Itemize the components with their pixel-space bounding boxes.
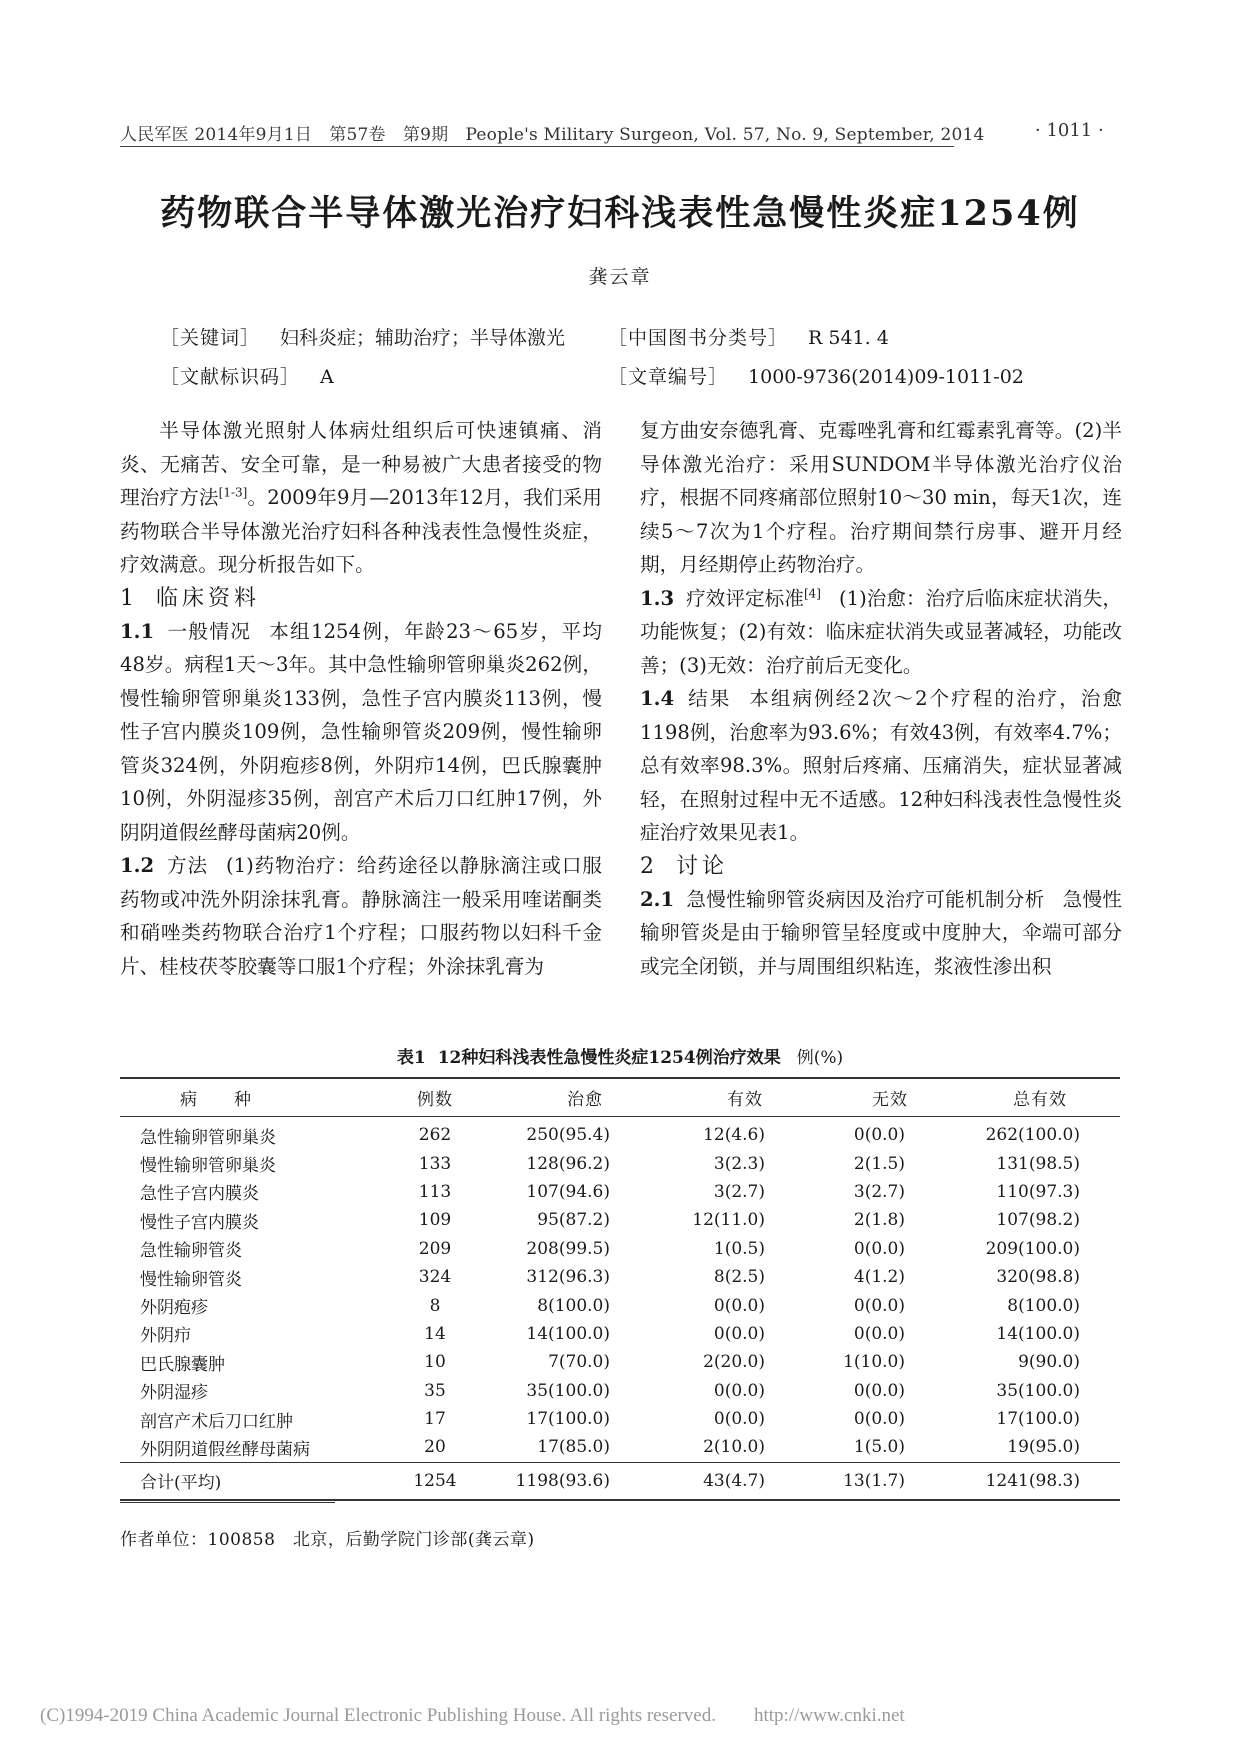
- table-cell: 7(70.0): [548, 1352, 610, 1373]
- table-cell: 109: [418, 1210, 452, 1231]
- page-number: · 1011 ·: [1035, 120, 1104, 141]
- left-column: [120, 414, 602, 983]
- table-cell: 1(5.0): [853, 1437, 905, 1458]
- section-2-1: 2.1 急慢性输卵管炎病因及治疗可能机制分析 急慢性输卵管炎是由于输卵管呈轻度或中度肿大，伞端可部分或完全闭锁，并与周围组织粘连，浆液性渗出积: [640, 887, 1123, 978]
- table-cell: 1(10.0): [843, 1352, 905, 1373]
- article-value: 1000-9736(2014)09-1011-02: [748, 366, 1024, 388]
- table-cell: 113: [418, 1181, 452, 1202]
- table-cell: 17(100.0): [526, 1409, 610, 1430]
- table-cell: 107(98.2): [996, 1210, 1080, 1231]
- table-cell: 1198(93.6): [500, 1462, 670, 1500]
- table-cell: 0(0.0): [853, 1238, 905, 1259]
- keywords: [160, 323, 565, 350]
- table-caption: 表1 12种妇科浅表性急慢性炎症1254例治疗效果 例(%): [396, 1048, 844, 1068]
- header-rule: [120, 146, 954, 147]
- table-cell: 慢性输卵管卵巢炎: [140, 1156, 276, 1177]
- table-cell: 0(0.0): [853, 1323, 905, 1344]
- table-cell: 262(100.0): [985, 1125, 1080, 1146]
- table-cell: 合计(平均): [120, 1462, 370, 1500]
- col-header-total-effective: 总有效: [960, 1078, 1120, 1117]
- table-cell: 35(100.0): [526, 1380, 610, 1401]
- author-affiliation: 作者单位：100858 北京，后勤学院门诊部(龚云章): [120, 1530, 535, 1550]
- intro-paragraph: 半导体激光照射人体病灶组织后可快速镇痛、消炎、无痛苦、安全可靠，是一种易被广大患者接受的物理治疗方法[1-3]。2009年9月—2013年12月，我们采用药物联合半导体激光治疗妇科各种浅表性急慢性炎症，疗效满意。现分析报告如下。: [120, 419, 602, 576]
- table-row: [120, 1149, 1120, 1177]
- results-table: [120, 1077, 1120, 1501]
- article-label: ［文章编号］: [608, 366, 729, 388]
- table-row: [120, 1206, 1120, 1234]
- table-cell: 0(0.0): [853, 1380, 905, 1401]
- table-cell: 133: [418, 1153, 452, 1174]
- table-cell: 1254: [370, 1462, 500, 1500]
- table-cell: 慢性输卵管炎: [140, 1269, 242, 1290]
- table-cell: 外阴疱疹: [140, 1298, 208, 1319]
- section-heading-1: 1 临床资料: [120, 585, 261, 611]
- table-cell: 14(100.0): [526, 1323, 610, 1344]
- table-cell: 17(100.0): [996, 1409, 1080, 1430]
- table-cell: 95(87.2): [537, 1210, 610, 1231]
- table-cell: 2(10.0): [703, 1437, 765, 1458]
- table-cell: 0(0.0): [713, 1409, 765, 1430]
- table-cell: 17(85.0): [537, 1437, 610, 1458]
- table-cell: 20: [424, 1437, 446, 1458]
- table-cell: 剖宫产术后刀口红肿: [140, 1411, 293, 1432]
- table-cell: 9(90.0): [1018, 1352, 1080, 1373]
- table-cell: 外阴湿疹: [140, 1383, 208, 1404]
- table-cell: 320(98.8): [996, 1267, 1080, 1288]
- table-cell: 35(100.0): [996, 1380, 1080, 1401]
- section-heading-2: 2 讨论: [640, 853, 729, 879]
- clc-value: R 541. 4: [808, 327, 889, 349]
- table-cell: 208(99.5): [526, 1238, 610, 1259]
- table-cell: 12(4.6): [703, 1125, 765, 1146]
- table-cell: 14: [424, 1323, 446, 1344]
- table-cell: 262: [418, 1125, 452, 1146]
- table-cell: 0(0.0): [853, 1409, 905, 1430]
- table-row: [120, 1178, 1120, 1206]
- table-cell: 43(4.7): [670, 1462, 820, 1500]
- section-1-1: 1.1 一般情况 本组1254例，年龄23～65岁，平均48岁。病程1天～3年。其中急性输卵管卵巢炎262例，慢性输卵管卵巢炎133例，急性子宫内膜炎113例，慢性子宫内膜炎109例，急性输卵管炎209例，慢性输卵管炎324例，外阴疱疹8例，外阴疖14例，巴氏腺囊肿10例，外阴湿疹35例，剖宫产术后刀口红肿17例，外阴阴道假丝酵母菌病20例。: [120, 619, 603, 844]
- section-1-4: 1.4 结果 本组病例经2次～2个疗程的治疗，治愈1198例，治愈率为93.6%；有效43例，有效率4.7%；总有效率98.3%。照射后疼痛、压痛消失，症状显著减轻，在照射过程中无不适感。12种妇科浅表性急慢性炎症治疗效果见表1。: [640, 687, 1122, 844]
- col-header-disease: 病 种: [120, 1078, 370, 1117]
- col-header-cured: 治愈: [500, 1078, 670, 1117]
- table-cell: 2(1.8): [853, 1210, 905, 1231]
- clc-label: ［中国图书分类号］: [608, 327, 789, 349]
- table-cell: 3(2.7): [853, 1181, 905, 1202]
- table-cell: 17: [424, 1409, 446, 1430]
- table-cell: 209(100.0): [985, 1238, 1080, 1259]
- table-row: [120, 1348, 1120, 1376]
- keywords-label: ［关键词］: [160, 327, 261, 349]
- article-number: [608, 362, 1024, 389]
- citation-ref: [1-3]: [218, 485, 248, 500]
- journal-info: 人民军医 2014年9月1日 第57卷 第9期 People's Military Surgeon, Vol. 57, No. 9, September, 2014: [120, 125, 985, 145]
- table-row: [120, 1433, 1120, 1462]
- table-cell: 0(0.0): [853, 1125, 905, 1146]
- section-1-2-cont: 复方曲安奈德乳膏、克霉唑乳膏和红霉素乳膏等。(2)半导体激光治疗：采用SUNDOM半导体激光治疗仪治疗，根据不同疼痛部位照射10～30 min，每天1次，连续5～7次为1个疗程。治疗期间禁行房事、避开月经期，月经期停止药物治疗。: [640, 419, 1122, 576]
- table-cell: 外阴疖: [140, 1326, 191, 1347]
- table-cell: 312(96.3): [526, 1267, 610, 1288]
- table-cell: 巴氏腺囊肿: [140, 1354, 225, 1375]
- table-cell: 110(97.3): [996, 1181, 1080, 1202]
- keywords-value: 妇科炎症；辅助治疗；半导体激光: [280, 327, 566, 349]
- table-total-row: [120, 1462, 1120, 1500]
- article-title: 药物联合半导体激光治疗妇科浅表性急慢性炎症1254例: [160, 193, 1080, 234]
- table-cell: 35: [424, 1380, 446, 1401]
- document-code: [160, 362, 334, 389]
- table-cell: 3(2.7): [713, 1181, 765, 1202]
- table-cell: 1(0.5): [713, 1238, 765, 1259]
- table-row: [120, 1291, 1120, 1319]
- footnote-rule: [120, 1502, 335, 1503]
- table-cell: 急性子宫内膜炎: [140, 1184, 259, 1205]
- table-cell: 12(11.0): [692, 1210, 765, 1231]
- table-header-row: [120, 1078, 1120, 1117]
- table-cell: 10: [424, 1352, 446, 1373]
- table-row: [120, 1263, 1120, 1291]
- right-column: [640, 414, 1122, 983]
- table-cell: 324: [418, 1267, 452, 1288]
- col-header-ineffective: 无效: [820, 1078, 960, 1117]
- table-cell: 209: [418, 1238, 452, 1259]
- table-cell: 慢性子宫内膜炎: [140, 1212, 259, 1233]
- table-cell: 14(100.0): [996, 1323, 1080, 1344]
- table-row: [120, 1320, 1120, 1348]
- table-cell: 0(0.0): [713, 1323, 765, 1344]
- table-cell: 8: [429, 1295, 441, 1316]
- doc-label: ［文献标识码］: [160, 366, 301, 388]
- table-row: [120, 1117, 1120, 1150]
- col-header-effective: 有效: [670, 1078, 820, 1117]
- table-cell: 1241(98.3): [960, 1462, 1120, 1500]
- copyright-watermark: (C)1994-2019 China Academic Journal Electronic Publishing House. All rights reserved. http://www.cnki.net: [40, 1705, 905, 1726]
- table-cell: 0(0.0): [853, 1295, 905, 1316]
- section-1-3: 1.3 疗效评定标准[4] (1)治愈：治疗后临床症状消失，功能恢复；(2)有效：临床症状消失或显著减轻，功能改善；(3)无效：治疗前后无变化。: [640, 585, 1123, 677]
- table-cell: 107(94.6): [526, 1181, 610, 1202]
- table-cell: 4(1.2): [853, 1267, 905, 1288]
- table-cell: 13(1.7): [820, 1462, 960, 1500]
- clc-number: [608, 323, 889, 350]
- table-cell: 3(2.3): [713, 1153, 765, 1174]
- table-cell: 128(96.2): [526, 1153, 610, 1174]
- table-cell: 0(0.0): [713, 1380, 765, 1401]
- table-cell: 131(98.5): [996, 1153, 1080, 1174]
- table-row: [120, 1377, 1120, 1405]
- table-cell: 外阴阴道假丝酵母菌病: [140, 1439, 310, 1460]
- table-row: [120, 1235, 1120, 1263]
- table-cell: 8(2.5): [713, 1267, 765, 1288]
- article-author: 龚云章: [588, 266, 652, 288]
- table-cell: 250(95.4): [526, 1125, 610, 1146]
- citation-ref: [4]: [803, 585, 821, 600]
- table-cell: 0(0.0): [713, 1295, 765, 1316]
- table-cell: 8(100.0): [537, 1295, 610, 1316]
- col-header-cases: 例数: [370, 1078, 500, 1117]
- table-cell: 19(95.0): [1007, 1437, 1080, 1458]
- table-cell: 2(20.0): [703, 1352, 765, 1373]
- table-cell: 2(1.5): [853, 1153, 905, 1174]
- table-cell: 急性输卵管炎: [140, 1241, 242, 1262]
- table-cell: 急性输卵管卵巢炎: [140, 1127, 276, 1148]
- table-cell: 8(100.0): [1007, 1295, 1080, 1316]
- table-row: [120, 1405, 1120, 1433]
- section-1-2: 1.2 方法 (1)药物治疗：给药途径以静脉滴注或口服药物或冲洗外阴涂抹乳膏。静脉滴注一般采用喹诺酮类和硝唑类药物联合治疗1个疗程；口服药物以妇科千金片、桂枝茯苓胶囊等口服1个疗程；外涂抹乳膏为: [120, 854, 602, 978]
- doc-value: A: [320, 366, 334, 388]
